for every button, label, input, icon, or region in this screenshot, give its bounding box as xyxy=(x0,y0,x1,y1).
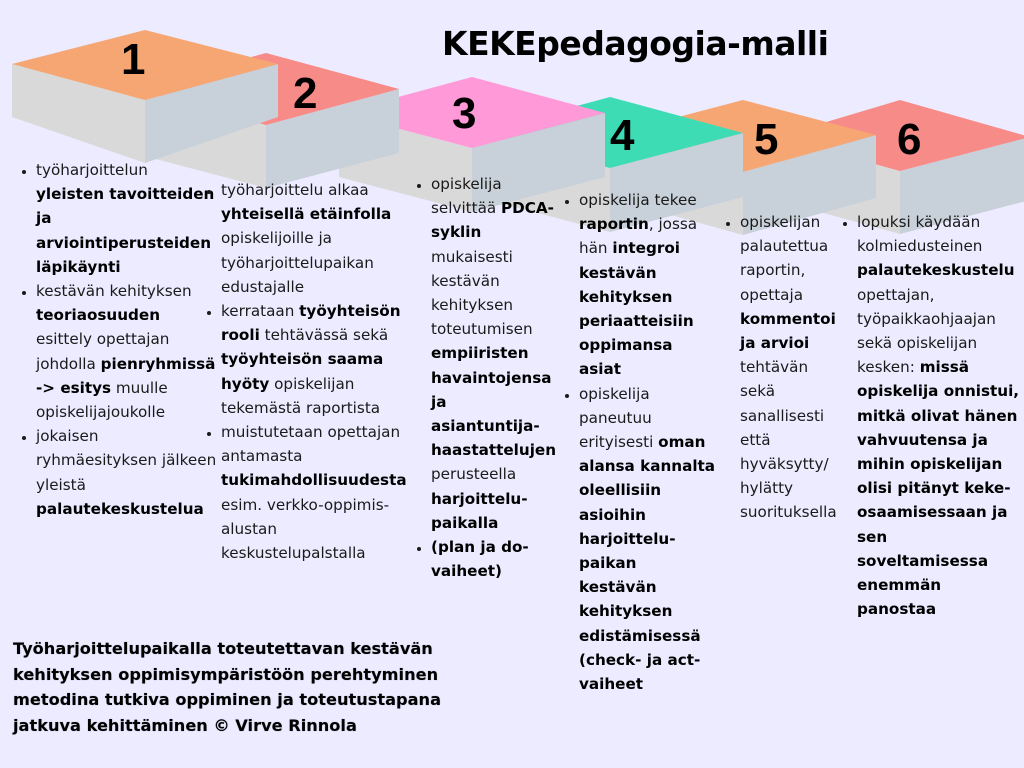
step-1-bullet xyxy=(36,158,219,279)
bold-text: palautekeskustelu xyxy=(857,261,1015,280)
bold-text: pienryhmissä -> esitys xyxy=(36,354,216,397)
text: esittely opettajan johdolla xyxy=(36,330,170,373)
text: mukaisesti kestävän kehityksen toteutumisen xyxy=(431,247,533,339)
text: jokaisen ryhmäesityksen jälkeen yleistä xyxy=(36,427,217,494)
step-1-bullet xyxy=(36,424,219,521)
bold-text: harjoittelu-paikalla xyxy=(431,489,528,532)
page-title: KEKEpedagogia-malli xyxy=(442,24,829,63)
bold-text: raportin xyxy=(579,215,649,234)
bold-text: integroi kestävän kehityksen periaatteisiin oppimansa asiat xyxy=(579,239,694,379)
step-2-bullet xyxy=(221,420,414,565)
step-number-4: 4 xyxy=(610,111,635,160)
text: lopuksi käydään kolmiedusteinen xyxy=(857,213,983,256)
text: työharjoittelu alkaa xyxy=(221,181,369,199)
bold-text: PDCA-syklin xyxy=(431,199,554,242)
step-5-text xyxy=(718,210,843,525)
bold-text: yhteisellä etäinfolla xyxy=(221,205,392,224)
text: muulle opiskelijajoukolle xyxy=(36,378,168,422)
bold-text: empiiristen havaintojensa ja asiantuntija-haastattelujen xyxy=(431,344,557,460)
text: tehtävän sekä sanallisesti että hyväksytty/ hylätty suorituksella xyxy=(740,358,837,522)
text: esim. verkko-oppimis-alustan keskustelupalstalla xyxy=(221,495,390,563)
bold-text: (plan ja do-vaiheet) xyxy=(431,538,529,581)
text: opiskelija paneutuu erityisesti xyxy=(579,384,659,452)
step-number-5: 5 xyxy=(754,115,779,164)
text: kerrataan xyxy=(221,302,300,321)
text: kestävän kehityksen xyxy=(36,282,192,301)
bold-text: kommentoi ja arvioi xyxy=(740,309,836,353)
step-4-text xyxy=(557,188,717,696)
text: työharjoittelun xyxy=(36,161,148,179)
footer-caption: Työharjoittelupaikalla toteutettavan kestävän kehityksen oppimisympäristöön perehtyminen metodina tutkiva oppiminen ja toteutustapana jatkuva kehittäminen © Virve Rinnola xyxy=(13,639,441,735)
step-2-bullet xyxy=(221,299,414,420)
text: opiskelijoille ja työharjoittelupaikan edustajalle xyxy=(221,229,374,296)
step-number-1: 1 xyxy=(121,35,146,84)
step-3-bullet xyxy=(431,172,559,535)
bold-text: tukimahdollisuudesta xyxy=(221,471,407,490)
text: , jossa hän xyxy=(579,215,698,258)
step-1-text xyxy=(14,158,219,521)
text: opettajan, työpaikkaohjaajan sekä opiskelijan kesken: xyxy=(857,285,996,377)
step-1-bullet xyxy=(36,279,219,424)
step-3-bullet xyxy=(431,535,559,583)
text: tehtävässä sekä xyxy=(259,326,389,345)
text: opiskelijan tekemästä raportista xyxy=(221,374,381,417)
step-number-2: 2 xyxy=(293,69,318,118)
step-2-bullet xyxy=(221,178,414,299)
step-4-bullet xyxy=(579,382,717,697)
text: perusteella xyxy=(431,465,517,484)
step-number-3: 3 xyxy=(452,89,477,138)
bold-text: teoriaosuuden xyxy=(36,306,161,325)
bold-text: palautekeskustelua xyxy=(36,499,204,518)
step-5-bullet xyxy=(740,210,843,525)
step-6-text xyxy=(835,210,1020,621)
text: muistutetaan opettajan antamasta xyxy=(221,423,401,466)
step-number-6: 6 xyxy=(897,115,922,164)
step-4-bullet xyxy=(579,188,717,382)
bold-text: työyhteisön saama hyöty xyxy=(221,350,384,393)
text: opiskelijan palautettua raportin, opettaja xyxy=(740,213,829,304)
bold-text: missä opiskelija onnistui, mitkä olivat hänen vahvuutensa ja mihin opiskelijan olisi pitänyt keke-osaamisessaan ja sen soveltamisessa enemmän panostaa xyxy=(857,358,1020,619)
bold-text: oman alansa kannalta oleellisiin asioihin harjoittelu-paikan kestävän kehityksen edistämisessä (check- ja act-vaiheet xyxy=(579,433,716,694)
step-6-bullet xyxy=(857,210,1020,621)
text: opiskelija selvittää xyxy=(431,175,502,218)
text: opiskelija tekee xyxy=(579,191,697,209)
bold-text: työyhteisön rooli xyxy=(221,302,401,345)
bold-text: yleisten tavoitteiden ja arviointiperusteiden läpikäynti xyxy=(36,185,215,276)
step-2-text xyxy=(199,178,414,565)
step-3-text xyxy=(409,172,559,583)
